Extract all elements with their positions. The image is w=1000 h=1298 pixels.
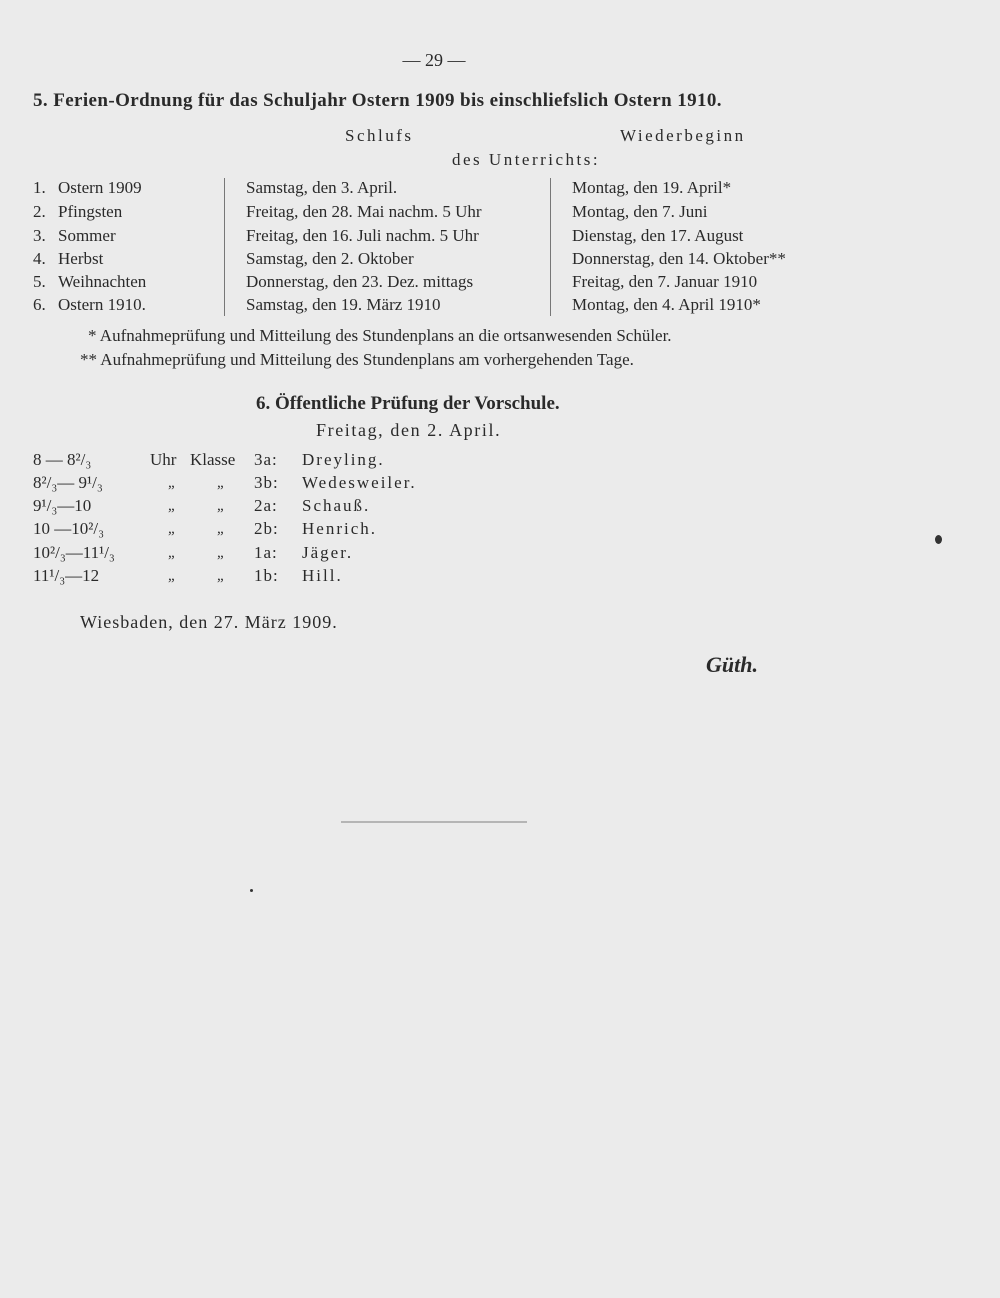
holiday-end: Samstag, den 3. April. [246,178,398,197]
ink-speck [250,889,253,892]
row-number: 1. [33,178,46,197]
holiday-end: Donnerstag, den 23. Dez. mittags [246,272,474,291]
holiday-resume: Montag, den 4. April 1910* [572,295,761,314]
row-number: 6. [33,295,46,314]
ditto-mark: „ [217,545,224,561]
uhr-label: Uhr [150,450,177,469]
ditto-mark: „ [217,475,224,491]
ditto-mark: „ [168,545,175,561]
holiday-name: Ostern 1910. [58,295,146,314]
ditto-mark: „ [168,521,175,537]
holiday-resume: Donnerstag, den 14. Oktober** [572,249,786,268]
ditto-mark: „ [168,475,175,491]
section6-title: 6. Öffentliche Prüfung der Vorschule. [256,393,560,414]
row-number: 4. [33,249,46,268]
section5-title: 5. Ferien-Ordnung für das Schuljahr Ostern 1909 bis einschliefslich Ostern 1910. [33,90,722,111]
holiday-name: Ostern 1909 [58,178,142,197]
exam-class: 1a: [254,543,278,562]
holiday-name: Herbst [58,249,104,268]
exam-class: 2a: [254,496,278,515]
klasse-label: Klasse [190,450,236,469]
exam-class: 1b: [254,566,279,585]
ink-spot [935,535,942,544]
exam-class: 3a: [254,450,278,469]
holiday-resume: Freitag, den 7. Januar 1910 [572,272,758,291]
row-number: 5. [33,272,46,291]
holiday-name: Weihnachten [58,272,147,291]
exam-time: 10 —10²/₃ [33,519,104,538]
exam-teacher: Wedesweiler. [302,473,417,492]
exam-class: 3b: [254,473,279,492]
divider-rule [341,821,527,823]
row-number: 2. [33,202,46,221]
exam-time: 11¹/₃—12 [33,566,100,585]
holiday-end: Freitag, den 16. Juli nachm. 5 Uhr [246,226,479,245]
ditto-mark: „ [168,568,175,584]
exam-time: 8 — 8²/₃ [33,450,92,469]
holiday-end: Samstag, den 19. März 1910 [246,295,441,314]
signature: Güth. [706,652,758,677]
ditto-mark: „ [168,498,175,514]
holiday-end: Samstag, den 2. Oktober [246,249,414,268]
exam-date: Freitag, den 2. April. [316,420,502,440]
row-number: 3. [33,226,46,245]
exam-teacher: Jäger. [302,543,354,562]
footnote-single-star: * Aufnahmeprüfung und Mitteilung des Stundenplans an die ortsanwesenden Schüler. [88,326,672,345]
holiday-resume: Dienstag, den 17. August [572,226,744,245]
place-and-date: Wiesbaden, den 27. März 1909. [80,612,338,632]
ditto-mark: „ [217,498,224,514]
exam-teacher: Henrich. [302,519,378,538]
ditto-mark: „ [217,521,224,537]
holiday-name: Sommer [58,226,116,245]
exam-time: 8²/₃— 9¹/₃ [33,473,103,492]
holiday-resume: Montag, den 19. April* [572,178,732,197]
page-number: — 29 — [402,50,466,70]
exam-teacher: Dreyling. [302,450,385,469]
column-divider-left [224,178,225,316]
exam-teacher: Hill. [302,566,343,585]
holiday-resume: Montag, den 7. Juni [572,202,708,221]
exam-time: 9¹/₃—10 [33,496,92,515]
column-subheader: des Unterrichts: [452,150,601,169]
holiday-name: Pfingsten [58,202,123,221]
exam-class: 2b: [254,519,279,538]
footnote-double-star: ** Aufnahmeprüfung und Mitteilung des Stundenplans am vorhergehenden Tage. [80,350,634,369]
column-header-wiederbeginn: Wiederbeginn [620,126,746,145]
exam-teacher: Schauß. [302,496,371,515]
holiday-end: Freitag, den 28. Mai nachm. 5 Uhr [246,202,482,221]
ditto-mark: „ [217,568,224,584]
column-header-schluss: Schlufs [345,126,414,145]
column-divider-right [550,178,551,316]
exam-time: 10²/₃—11¹/₃ [33,543,115,562]
